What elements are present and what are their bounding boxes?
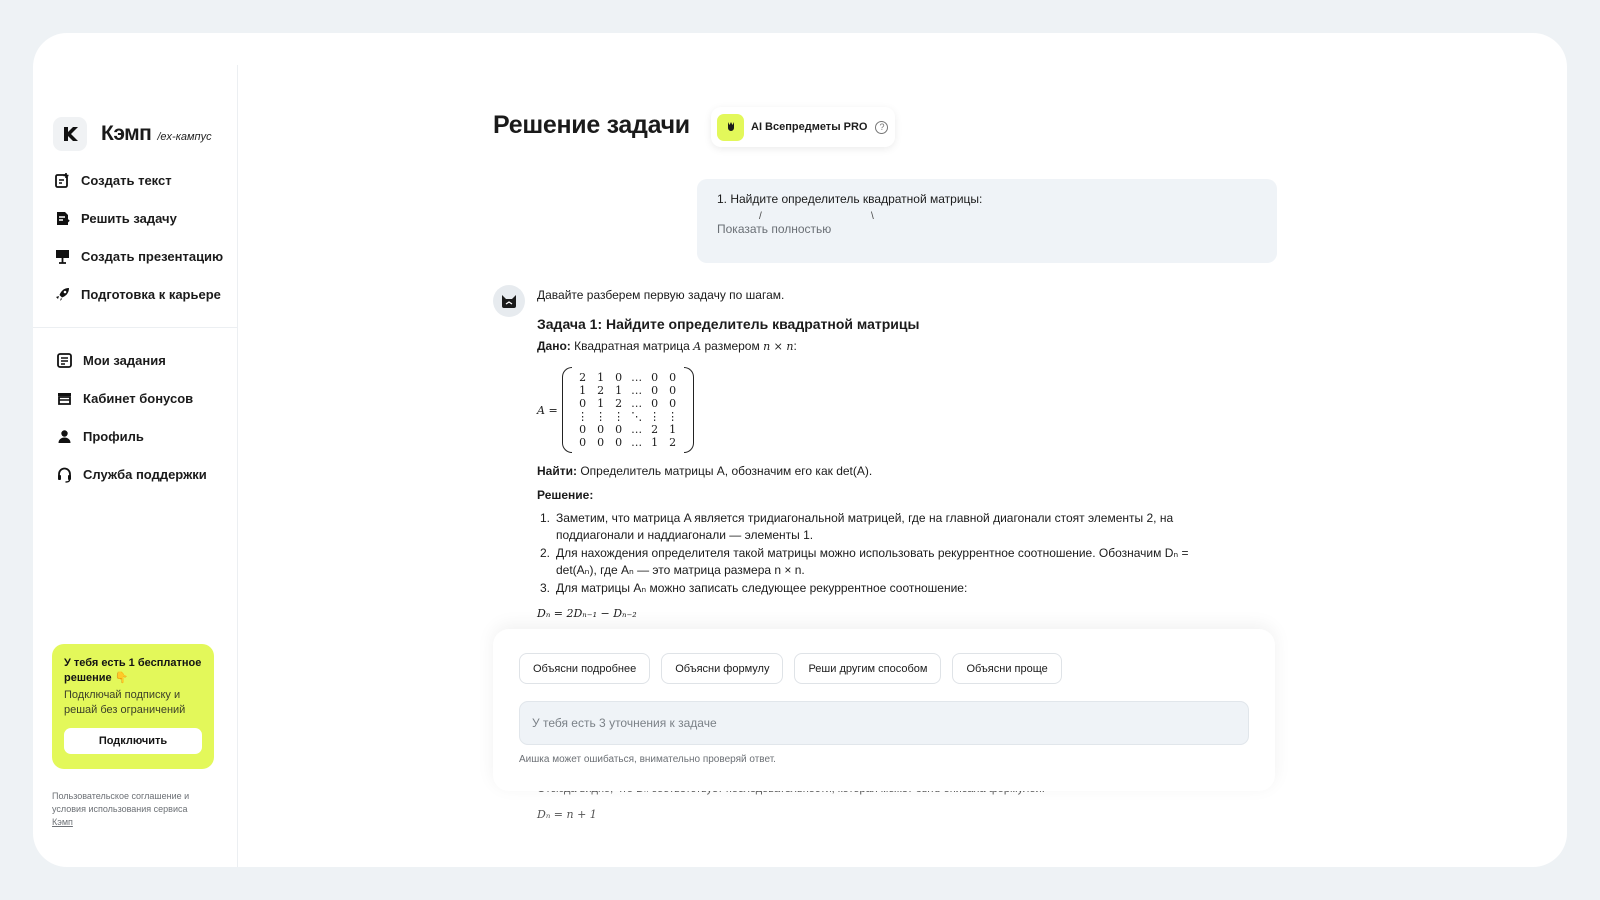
nav-career[interactable] — [53, 275, 238, 313]
find-text: Определитель матрицы A, обозначим его как det(A). — [580, 464, 873, 478]
rocket-icon — [53, 285, 71, 303]
legal-notice — [52, 790, 222, 829]
matrix-cell: 0 — [615, 371, 623, 384]
answer-heading: Задача 1: Найдите определитель квадратной матрицы — [537, 316, 920, 332]
nav-support[interactable] — [55, 455, 240, 493]
model-badge[interactable] — [711, 107, 895, 147]
matrix-cell: 0 — [579, 423, 587, 436]
matrix-cell: ⋮ — [649, 410, 661, 423]
matrix — [562, 367, 694, 453]
nav-profile[interactable] — [55, 417, 240, 455]
matrix-cell: 1 — [615, 384, 623, 397]
matrix-left-paren — [562, 367, 572, 453]
create-text-icon — [53, 171, 71, 189]
matrix-cell: 1 — [669, 423, 677, 436]
promo-text: Подключай подписку и решай без ограничений — [64, 689, 186, 716]
matrix-cell: … — [631, 384, 643, 397]
matrix-cell: 1 — [651, 436, 659, 449]
matrix-right-paren — [684, 367, 694, 453]
nav-create-text[interactable] — [53, 161, 238, 199]
quick-actions — [519, 653, 1073, 684]
sidebar — [33, 65, 238, 867]
help-icon[interactable]: ? — [875, 121, 888, 134]
nav-label: Кабинет бонусов — [83, 390, 194, 406]
explain-detailed-button[interactable]: Объясни подробнее — [519, 653, 650, 684]
answer-continued-formula: Dₙ = n + 1 — [537, 808, 597, 821]
matrix-cell: 1 — [597, 371, 605, 384]
solution-label: Решение: — [537, 488, 594, 502]
matrix-cell: 0 — [669, 371, 677, 384]
promo-title: У тебя есть 1 бесплатное решение 👇 — [64, 657, 202, 684]
recurrence-formula: Dₙ = 2Dₙ₋₁ − Dₙ₋₂ — [537, 607, 637, 620]
matrix-cell: 0 — [651, 371, 659, 384]
headset-icon — [55, 465, 73, 483]
primary-nav — [53, 161, 238, 313]
promo-card — [52, 644, 214, 769]
matrix-cell: ⋱ — [631, 410, 643, 423]
matrix-cell: 0 — [597, 423, 605, 436]
nav-solve-task[interactable] — [53, 199, 238, 237]
matrix-cell: 1 — [597, 397, 605, 410]
given-text: Квадратная матрица — [574, 339, 690, 353]
brand-mascot-icon — [717, 114, 744, 141]
nav-label: Создать текст — [81, 172, 172, 188]
sidebar-divider — [33, 327, 238, 328]
nav-create-presentation[interactable] — [53, 237, 238, 275]
matrix-cell: 0 — [615, 423, 623, 436]
nav-bonus-cabinet[interactable] — [55, 379, 240, 417]
matrix-cell: 1 — [579, 384, 587, 397]
matrix-cell: … — [631, 397, 643, 410]
given-var: A — [693, 340, 702, 353]
given-label: Дано: — [537, 339, 571, 353]
logo-k-icon — [53, 117, 87, 151]
matrix-cell: … — [631, 423, 643, 436]
subscribe-button[interactable]: Подключить — [64, 728, 202, 754]
find-line — [537, 463, 1197, 480]
assistant-answer — [537, 287, 1197, 622]
find-label: Найти: — [537, 464, 577, 478]
matrix-cell: 0 — [651, 397, 659, 410]
truncated-matrix-preview: / \ — [759, 211, 874, 222]
store-icon — [55, 389, 73, 407]
brand-sub: /ex-кампус — [157, 131, 212, 143]
assistant-avatar — [493, 285, 525, 317]
cat-logo-icon — [500, 292, 518, 310]
matrix-block — [537, 367, 1197, 453]
step-number: 2. — [540, 546, 551, 560]
matrix-cell: 2 — [669, 436, 677, 449]
matrix-cell: ⋮ — [595, 410, 607, 423]
step-text: Заметим, что матрица A является тридиагональной матрицей, где на главной диагонали стоят элементы 2, на поддиагонали и наддиагонали — элементы 1. — [556, 511, 1174, 542]
step-text: Для нахождения определителя такой матрицы можно использовать рекуррентное соотношение. Обозначим Dₙ = det(Aₙ), где Aₙ — это матрица размера n × n. — [556, 546, 1189, 577]
matrix-cell: 0 — [669, 397, 677, 410]
list-item — [540, 510, 1197, 544]
given-size-text: размером — [704, 339, 760, 353]
explain-simpler-button[interactable]: Объясни проще — [952, 653, 1061, 684]
profile-icon — [55, 427, 73, 445]
legal-link[interactable]: Кэмп — [52, 817, 73, 827]
given-line: Дано: Квадратная матрица A размером n × n: — [537, 339, 797, 353]
model-badge-label: AI Всепредметы PRO — [751, 121, 868, 133]
nav-label: Служба поддержки — [83, 466, 207, 482]
explain-formula-button[interactable]: Объясни формулу — [661, 653, 783, 684]
app-window — [33, 33, 1567, 867]
solution-steps — [537, 510, 1197, 597]
tasks-icon — [55, 351, 73, 369]
step-number: 1. — [540, 511, 551, 525]
presentation-icon — [53, 247, 71, 265]
matrix-cell: 2 — [651, 423, 659, 436]
brand-name: Кэмп — [101, 122, 152, 145]
secondary-nav — [55, 341, 240, 493]
nav-label: Профиль — [83, 428, 144, 444]
matrix-cell: ⋮ — [577, 410, 589, 423]
matrix-cell: ⋮ — [613, 410, 625, 423]
solve-task-icon — [53, 209, 71, 227]
matrix-cell: 0 — [579, 436, 587, 449]
matrix-cell: 0 — [669, 384, 677, 397]
list-item — [540, 580, 1197, 597]
matrix-cell: 0 — [597, 436, 605, 449]
user-question: 1. Найдите определитель квадратной матрицы: — [717, 192, 983, 206]
matrix-cell: 0 — [615, 436, 623, 449]
matrix-cell: 2 — [579, 371, 587, 384]
matrix-cell: 0 — [579, 397, 587, 410]
matrix-grid — [572, 367, 684, 453]
matrix-cell: 0 — [651, 384, 659, 397]
matrix-cell: 2 — [615, 397, 623, 410]
matrix-cell: ⋮ — [667, 410, 679, 423]
chat-input-panel — [493, 629, 1275, 791]
matrix-cell: … — [631, 436, 643, 449]
list-item — [540, 545, 1197, 579]
step-number: 3. — [540, 581, 551, 595]
legal-text: Пользовательское соглашение и условия использования сервиса — [52, 791, 190, 814]
step-text: Для матрицы Aₙ можно записать следующее рекуррентное соотношение: — [556, 581, 968, 595]
show-more-link[interactable]: Показать полностью — [717, 222, 832, 236]
matrix-cell: 2 — [597, 384, 605, 397]
disclaimer: Аишка может ошибаться, внимательно проверяй ответ. — [519, 754, 776, 765]
given-size: n × n — [763, 340, 794, 353]
nav-label: Решить задачу — [81, 210, 177, 226]
matrix-cell: … — [631, 371, 643, 384]
clarification-input[interactable] — [519, 701, 1249, 745]
answer-intro: Давайте разберем первую задачу по шагам. — [537, 288, 785, 302]
nav-label: Подготовка к карьере — [81, 286, 221, 302]
logo[interactable] — [53, 117, 212, 151]
nav-label: Мои задания — [83, 352, 166, 368]
solve-another-way-button[interactable]: Реши другим способом — [794, 653, 941, 684]
matrix-lhs: A = — [537, 403, 558, 417]
nav-my-tasks[interactable] — [55, 341, 240, 379]
nav-label: Создать презентацию — [81, 248, 224, 264]
page-title: Решение задачи — [493, 111, 690, 139]
user-message — [697, 179, 1277, 263]
